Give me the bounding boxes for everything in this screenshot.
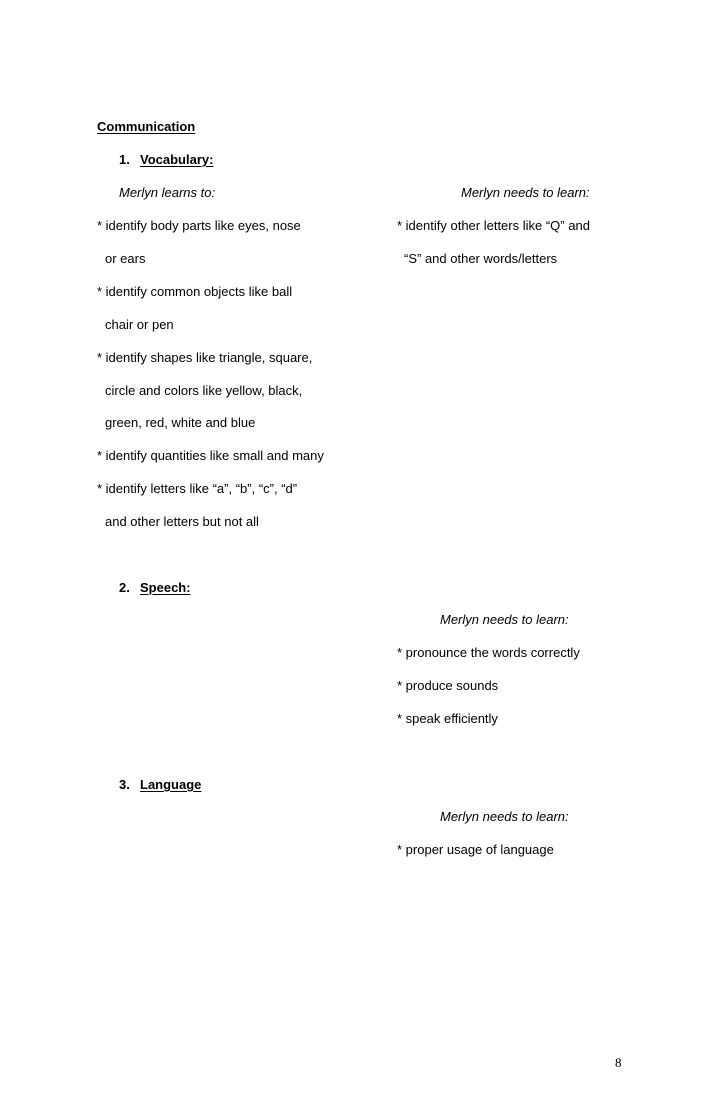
section-1-learns-line: chair or pen: [105, 317, 174, 332]
section-2-title: Speech:: [140, 580, 191, 595]
section-1-learns-header: Merlyn learns to:: [119, 185, 216, 200]
section-3-needs-line: * proper usage of language: [397, 842, 554, 857]
section-3-needs-header: Merlyn needs to learn:: [440, 809, 569, 824]
section-1-learns-line: green, red, white and blue: [105, 415, 256, 430]
section-2-needs-line: * produce sounds: [397, 678, 499, 693]
section-1-learns-line: or ears: [105, 251, 146, 266]
section-1-needs-header: Merlyn needs to learn:: [461, 185, 590, 200]
page-number: 8: [615, 1055, 622, 1070]
section-1-learns-line: and other letters but not all: [105, 514, 259, 529]
section-3-number: 3.: [119, 777, 130, 792]
section-1-needs-line: “S” and other words/letters: [404, 251, 558, 266]
section-1-learns-line: * identify body parts like eyes, nose: [97, 218, 301, 233]
section-2-needs-line: * speak efficiently: [397, 711, 498, 726]
section-1-title: Vocabulary:: [140, 152, 214, 167]
section-1-learns-line: circle and colors like yellow, black,: [105, 383, 303, 398]
section-1-learns-line: * identify shapes like triangle, square,: [97, 350, 313, 365]
section-1-learns-line: * identify common objects like ball: [97, 284, 293, 299]
section-1-learns-line: * identify quantities like small and many: [97, 448, 324, 463]
section-3-title: Language: [140, 777, 202, 792]
section-2-needs-line: * pronounce the words correctly: [397, 645, 580, 660]
section-1-learns-line: * identify letters like “a”, “b”, “c”, “d”: [97, 481, 298, 496]
section-2-needs-header: Merlyn needs to learn:: [440, 612, 569, 627]
section-2-number: 2.: [119, 580, 130, 595]
page-heading: Communication: [97, 119, 196, 134]
section-1-number: 1.: [119, 152, 130, 167]
section-1-needs-line: * identify other letters like “Q” and: [397, 218, 590, 233]
